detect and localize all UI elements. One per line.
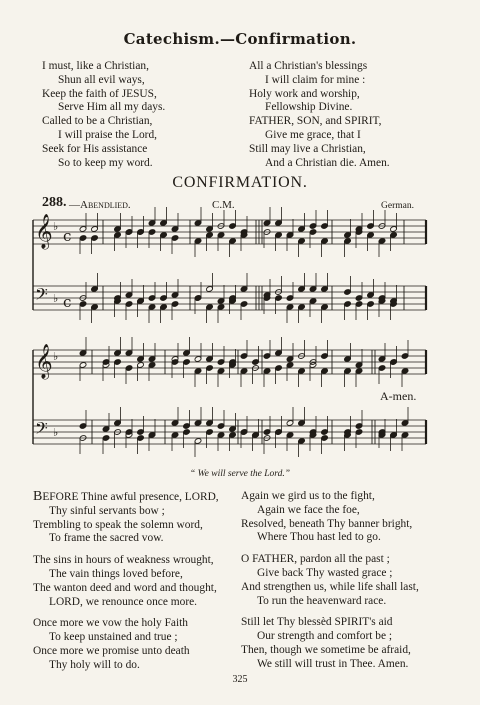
hymn-verses-left [33,490,219,673]
hymn-title: CONFIRMATION. [172,174,308,191]
verse-line: To frame the sacred vow. [49,532,164,545]
common-time-icon: c [63,293,72,311]
amen-label: A-men. [380,389,417,403]
verse-line: Then, though we sometime be afraid, [241,643,411,656]
verse-line: Trembling to speak the solemn word, [33,518,203,531]
bass-clef-icon: 𝄢 [35,418,48,442]
flat-icon: ♭ [53,426,59,439]
hymn-origin: German. [381,201,414,211]
verse-line: And strengthen us, while life shall last, [241,580,419,593]
verse-line: Still let Thy blessèd SPIRIT's aid [241,616,393,629]
flat-icon: ♭ [53,350,59,363]
verse-line: Once more we vow the holy Faith [33,617,189,630]
verse-line: Called to be a Christian, [42,115,153,128]
hymn-meter: C.M. [212,199,235,211]
verse-line: We still will trust in Thee. Amen. [257,657,409,670]
verse-line: LORD, we renounce once more. [49,595,198,608]
verse-line: Shun all evil ways, [58,73,145,86]
verse-line: Give back Thy wasted grace ; [257,566,393,579]
verse-line: I will claim for mine : [265,73,366,86]
verse-line: All a Christian's blessings [249,60,368,72]
verse-line: Thy holy will to do. [49,658,140,671]
verse-line: To keep unstained and true ; [49,631,178,644]
bass-clef-icon: 𝄢 [35,284,48,308]
verse-line: To run the heavenward race. [257,594,387,607]
verse-line: So to keep my word. [58,156,153,169]
verse-line: Our strength and comfort be ; [257,630,393,643]
verse-line: BEFORE Thine awful presence, LORD, [33,489,219,504]
verse-line: I will praise the Lord, [58,128,158,141]
verse-line: O FATHER, pardon all the past ; [241,553,390,566]
verse-line: Keep the faith of JESUS, [42,87,157,100]
common-time-icon: c [63,227,72,245]
verse-line: The sins in hours of weakness wrought, [33,554,214,567]
hymn-number: 288. [42,195,67,210]
verse-line: The wanton deed and word and thought, [33,581,217,594]
verse-line: Again we face the foe, [257,503,360,516]
treble-clef-icon: 𝄞 [35,214,53,249]
verse-line: Give me grace, that I [265,128,361,141]
verse-line: Where Thou hast led to go. [257,531,381,544]
flat-icon: ♭ [53,292,59,305]
hymn-verses-right [241,490,419,672]
verse-line: Seek for His assistance [42,142,148,155]
verse-line: Once more we promise unto death [33,644,190,657]
verse-line: Fellowship Divine. [265,101,353,114]
hymn-tune-name: —Abendlied. [69,199,131,211]
drop-cap: B [33,489,43,504]
verse-line: FATHER, SON, and SPIRIT, [249,115,382,128]
verse-line: And a Christian die. Amen. [265,156,390,169]
verse-line: The vain things loved before, [49,567,183,580]
verse-line: Again we gird us to the fight, [241,490,375,502]
verse-line: Serve Him all my days. [58,101,166,114]
page-header: Catechism.—Confirmation. [123,30,357,48]
verse-line: Still may live a Christian, [249,142,366,155]
epigraph: “ We will serve the Lord.” [189,469,291,479]
verse-line: I must, like a Christian, [42,60,149,72]
verse-line: Thy sinful servants bow ; [49,504,165,517]
treble-clef-icon: 𝄞 [35,344,53,379]
verse-line: Resolved, beneath Thy banner bright, [241,517,413,530]
flat-icon: ♭ [53,220,59,233]
page-number: 325 [232,674,248,685]
verse-line: Holy work and worship, [249,87,360,100]
